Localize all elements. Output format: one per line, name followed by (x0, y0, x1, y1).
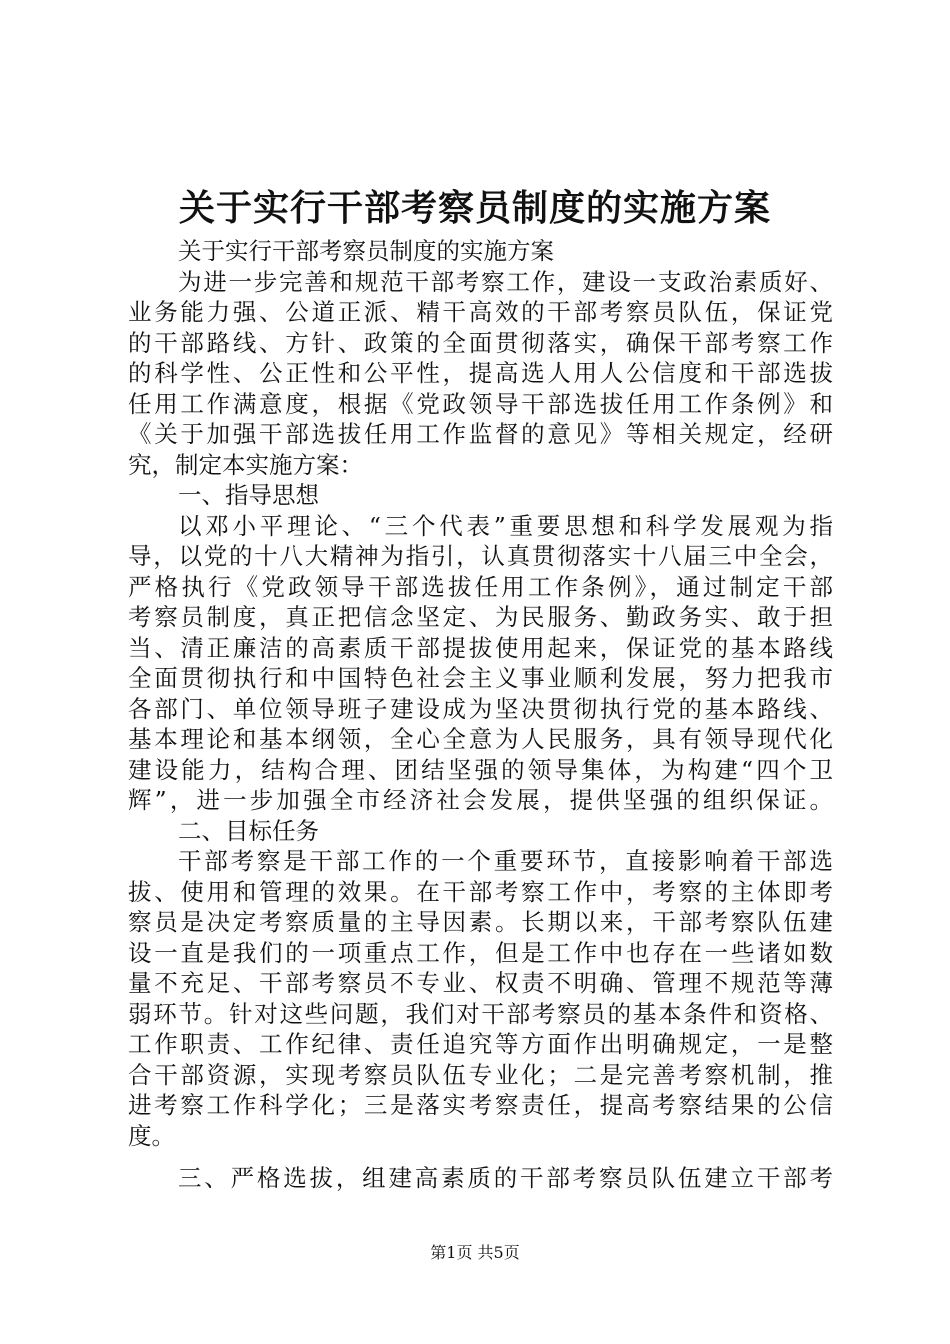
body-line: 察员是决定考察质量的主导因素。长期以来，干部考察队伍建 (128, 908, 833, 936)
body-line: 基本理论和基本纲领，全心全意为人民服务，具有领导现代化 (128, 725, 833, 753)
body-line: 拔、使用和管理的效果。在干部考察工作中，考察的主体即考 (128, 877, 833, 906)
body-line: 设一直是我们的一项重点工作，但是工作中也存在一些诸如数 (128, 938, 833, 967)
document-body (128, 236, 833, 1194)
body-line: 工作职责、工作纪律、责任追究等方面作出明确规定，一是整 (128, 1030, 833, 1058)
body-line: 任用工作满意度，根据《党政领导干部选拔任用工作条例》和 (128, 389, 833, 418)
body-line: 考察员制度，真正把信念坚定、为民服务、勤政务实、敢于担 (128, 603, 833, 631)
body-line: 究，制定本实施方案： (128, 450, 363, 479)
body-line: 合干部资源，实现考察员队伍专业化；二是完善考察机制，推 (128, 1060, 833, 1089)
body-line: 量不充足、干部考察员不专业、权责不明确、管理不规范等薄 (128, 969, 833, 997)
body-line: 建设能力，结构合理、团结坚强的领导集体，为构建“四个卫 (128, 755, 833, 784)
body-line: 严格执行《党政领导干部选拔任用工作条例》，通过制定干部 (128, 572, 833, 601)
body-line: 干部考察是干部工作的一个重要环节，直接影响着干部选 (178, 847, 833, 875)
body-line: 进考察工作科学化；三是落实考察责任，提高考察结果的公信 (128, 1091, 833, 1119)
body-line: 导，以党的十八大精神为指引，认真贯彻落实十八届三中全会， (128, 542, 833, 570)
body-line: 关于实行干部考察员制度的实施方案 (178, 237, 554, 265)
body-line: 辉”，进一步加强全市经济社会发展，提供坚强的组织保证。 (128, 786, 833, 814)
section-heading: 一、指导思想 (178, 481, 319, 509)
body-line: 度。 (128, 1121, 175, 1150)
body-line: 各部门、单位领导班子建设成为坚决贯彻执行党的基本路线、 (128, 694, 833, 723)
body-line: 的科学性、公正性和公平性，提高选人用人公信度和干部选拔 (128, 359, 833, 387)
body-line: 以邓小平理论、“三个代表”重要思想和科学发展观为指 (178, 511, 833, 540)
body-line: 的干部路线、方针、政策的全面贯彻落实，确保干部考察工作 (128, 328, 833, 357)
page-footer: 第1页 共5页 (430, 1243, 520, 1262)
body-line: 弱环节。针对这些问题，我们对干部考察员的基本条件和资格、 (128, 999, 833, 1028)
body-line: 业务能力强、公道正派、精干高效的干部考察员队伍，保证党 (128, 298, 833, 326)
body-line: 为进一步完善和规范干部考察工作，建设一支政治素质好、 (178, 267, 833, 296)
document-title: 关于实行干部考察员制度的实施方案 (178, 187, 771, 229)
body-line: 当、清正廉洁的高素质干部提拔使用起来，保证党的基本路线 (128, 633, 833, 662)
body-line: 《关于加强干部选拔任用工作监督的意见》等相关规定，经研 (128, 420, 833, 448)
section-heading: 二、目标任务 (178, 816, 319, 845)
body-line: 全面贯彻执行和中国特色社会主义事业顺利发展，努力把我市 (128, 664, 833, 692)
section-heading: 三、严格选拔，组建高素质的干部考察员队伍建立干部考 (178, 1164, 833, 1192)
